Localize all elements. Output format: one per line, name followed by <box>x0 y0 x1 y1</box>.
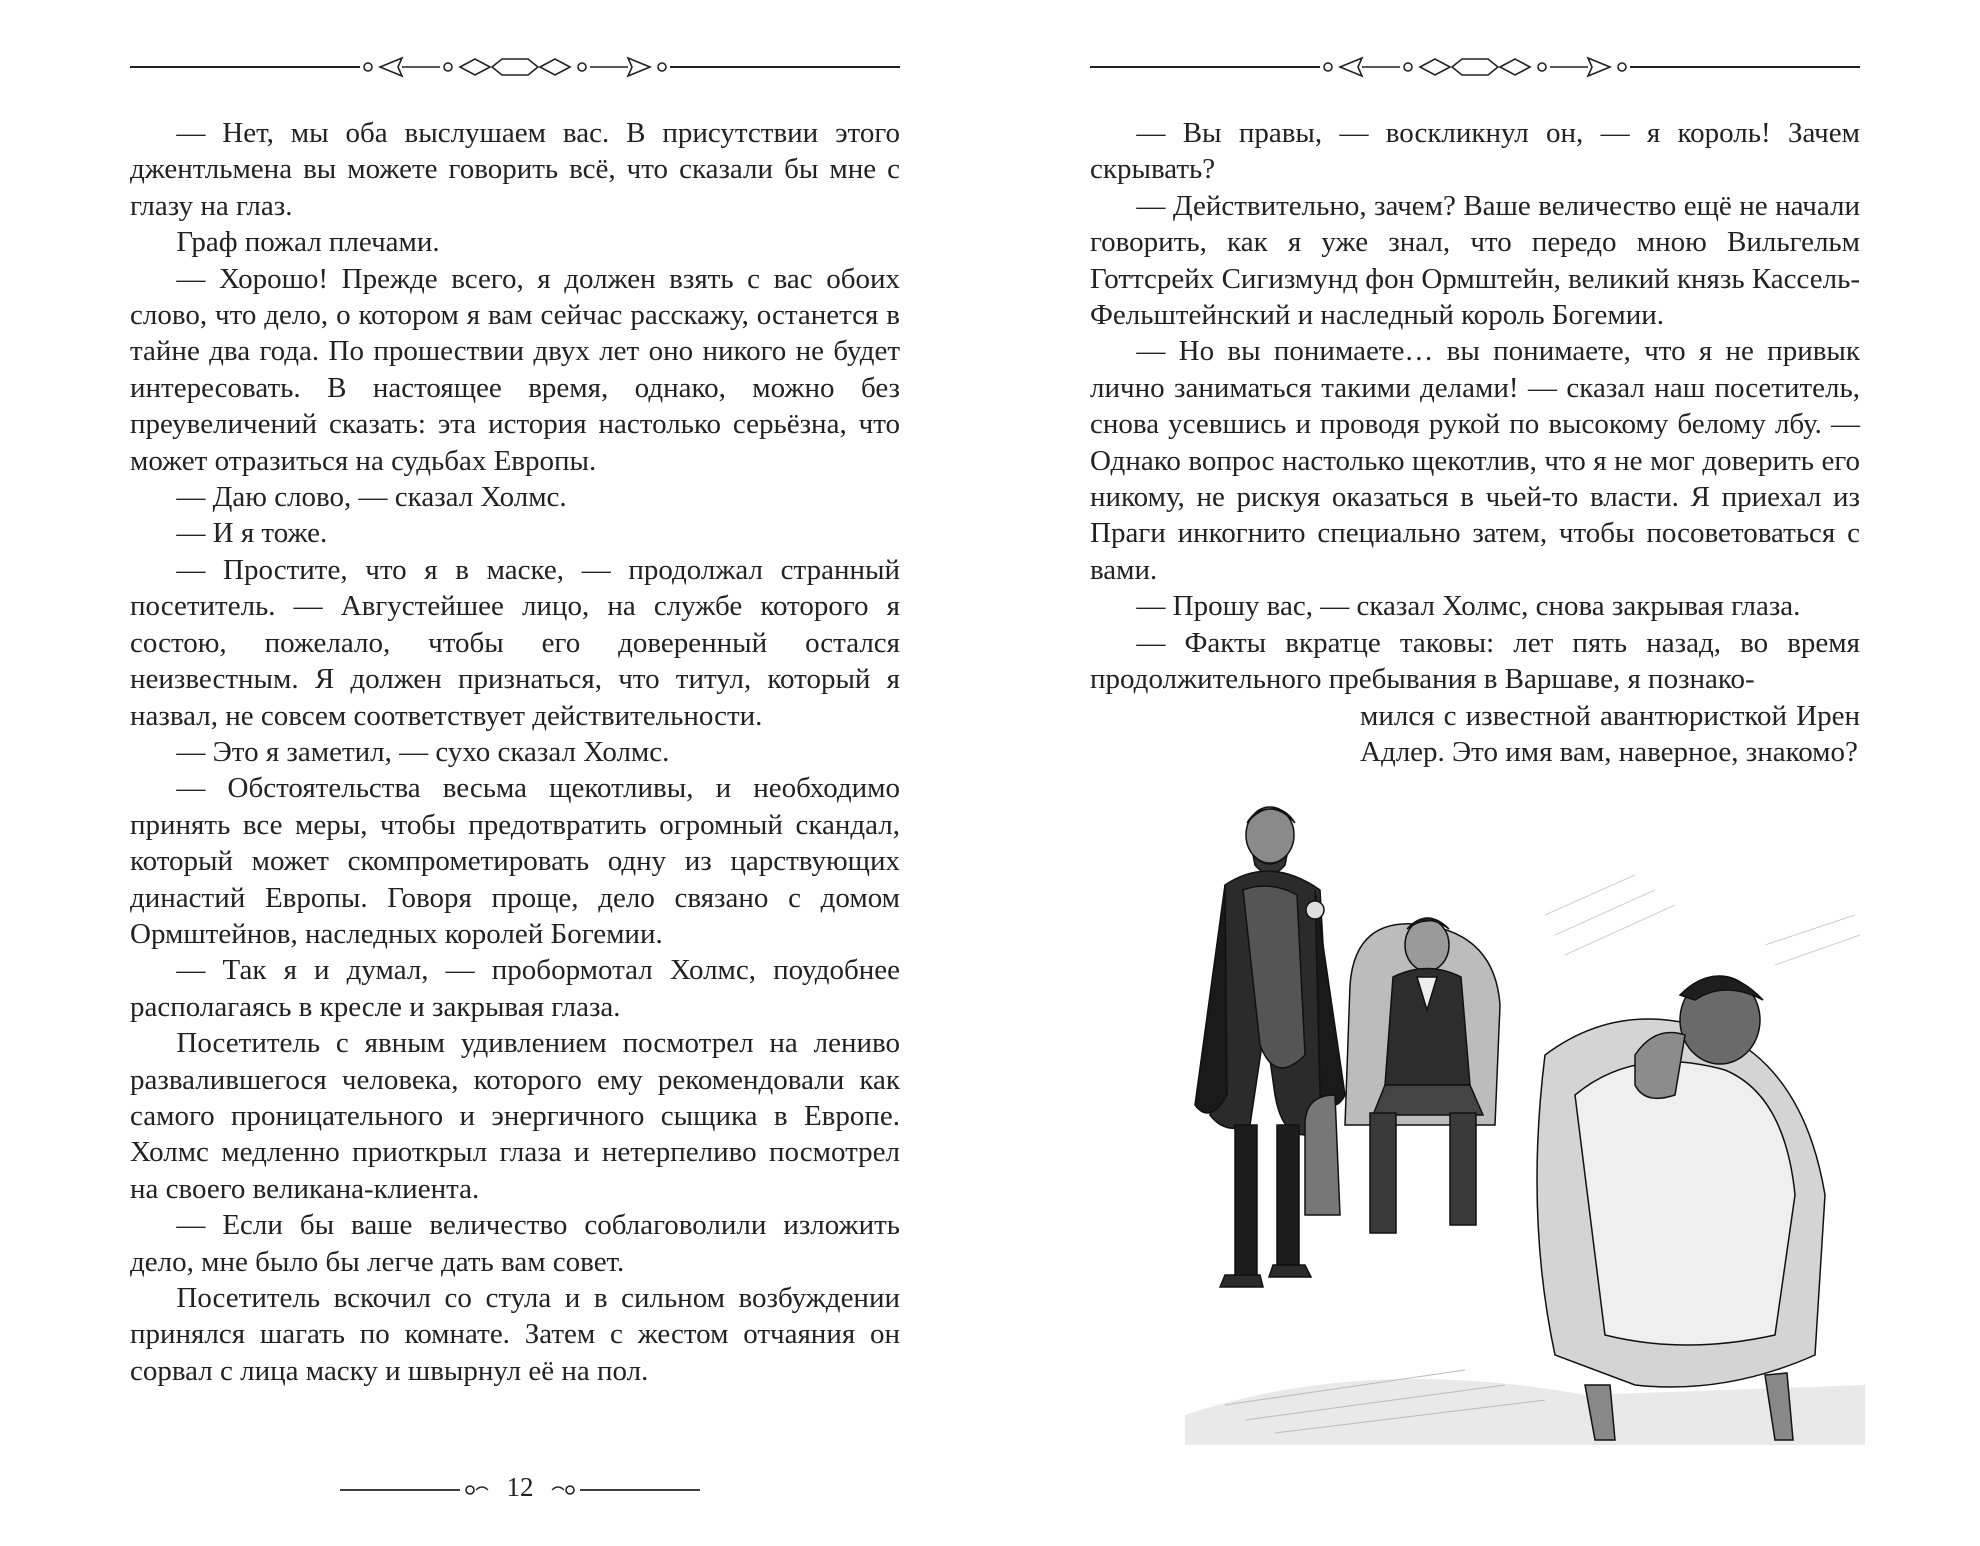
paragraph: — Хорошо! Прежде всего, я должен взять с вас обоих слово, что дело, о котором я вам сейчас расскажу, останется в тайне два года. По прошествии двух лет оно никого не будет интересовать. В настоящее время, однако, можно без преувеличений сказать: эта история настолько серьёзна, что может отразиться на судьбах Европы. <box>130 262 900 477</box>
paragraph: — Даю слово, — сказал Холмс. <box>176 481 567 514</box>
paragraph: — Действительно, зачем? Ваше величество ещё не начали говорить, как я уже знал, что передо мною Вильгельм Готтсрейх Сигизмунд фон Ормштейн, великий князь Кассель-Фельштейнский и наследный король Богемии. <box>1090 189 1860 332</box>
right-page-text <box>1090 115 1860 770</box>
page-number-ornament <box>340 1470 700 1510</box>
paragraph: — Нет, мы оба выслушаем вас. В присутствии этого джентльмена вы можете говорить всё, что сказали бы мне с глазу на глаз. <box>130 117 900 222</box>
reclining-man <box>1537 976 1825 1440</box>
paragraph: — Простите, что я в маске, — продолжал странный посетитель. — Августейшее лицо, на службе которого я состою, пожелало, чтобы его доверенный остался неизвестным. Я должен признаться, что титул, который я назвал, не совсем соответствует действительности. <box>130 553 900 732</box>
page-number: 12 <box>506 1472 534 1502</box>
paragraph: Граф пожал плечами. <box>176 226 440 259</box>
paragraph: — Но вы понимаете… вы понимаете, что я не привык лично заниматься такими делами! — сказал наш посетитель, снова усевшись и проводя рукой по высокому белому лбу. — Однако вопрос настолько щекотлив, что я не мог доверить его никому, не рискуя оказаться в чьей-то власти. Я приехал из Праги инкогнито специально затем, чтобы посоветоваться с вами. <box>1090 335 1860 586</box>
left-page-text <box>130 115 900 1389</box>
paragraph: Посетитель вскочил со стула и в сильном возбуждении принялся шагать по комнате. Затем с жестом отчаяния он сорвал с лица маску и швырнул её на пол. <box>130 1282 900 1387</box>
paragraph: — Это я заметил, — сухо сказал Холмс. <box>176 735 670 768</box>
paragraph: — Вы правы, — воскликнул он, — я король! Зачем скрывать? <box>1090 117 1860 186</box>
paragraph: — Факты вкратце таковы: лет пять назад, во время продолжительного пребывания в Варшаве, я познако- <box>1090 626 1860 696</box>
paragraph: — Так я и думал, — пробормотал Холмс, поудобнее располагаясь в кресле и закрывая глаза. <box>130 954 900 1023</box>
paragraph: — Обстоятельства весьма щекотливы, и необходимо принять все меры, чтобы предотвратить огромный скандал, который может скомпрометировать одну из царствующих династий Европы. Говоря проще, дело связано с домом Ормштейнов, наследных королей Богемии. <box>130 772 900 950</box>
paragraph: — Если бы ваше величество соблаговолили изложить дело, мне было бы легче дать вам совет. <box>130 1209 900 1278</box>
engraving-three-men-icon <box>1165 795 1865 1445</box>
paragraph: — И я тоже. <box>176 517 328 550</box>
paragraph-wrapped: мился с известной авантюристкой Ирен Адлер. Это имя вам, наверное, знакомо? <box>1360 699 1860 768</box>
right-page <box>990 0 1980 1546</box>
paragraph: — Прошу вас, — сказал Холмс, снова закрывая глаза. <box>1136 590 1801 623</box>
header-ornament-icon <box>1090 52 1860 82</box>
header-ornament-icon <box>130 52 900 82</box>
paragraph: Посетитель с явным удивлением посмотрел на лениво развалившегося человека, которого ему рекомендовали как самого проницательного и энергичного сыщика в Европе. Холмс медленно приоткрыл глаза и нетерпеливо посмотрел на своего великана-клиента. <box>130 1027 900 1205</box>
